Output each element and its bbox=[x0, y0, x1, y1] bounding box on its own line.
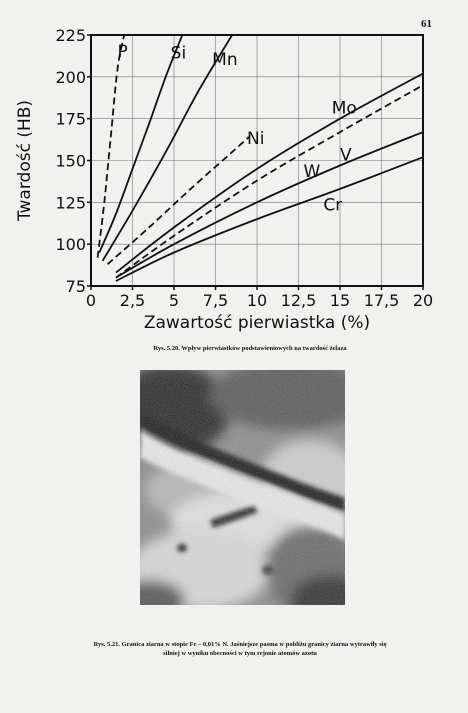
y-tick-label: 225 bbox=[55, 26, 86, 45]
x-axis-label: Zawartość pierwiastka (%) bbox=[143, 313, 371, 333]
series-line-w bbox=[116, 132, 423, 278]
x-tick-label: 5 bbox=[168, 291, 180, 310]
y-tick-label: 75 bbox=[65, 277, 86, 296]
page-number: 61 bbox=[421, 18, 432, 30]
series-label-p: P bbox=[117, 41, 128, 62]
x-tick-label: 17,5 bbox=[363, 291, 400, 310]
y-tick-label: 175 bbox=[55, 109, 86, 129]
figure-5-21-caption bbox=[40, 640, 440, 658]
series-label-v: V bbox=[340, 145, 352, 166]
x-tick-label: 10 bbox=[246, 291, 268, 310]
y-axis-label: Twardość (HB) bbox=[15, 99, 35, 222]
series-label-si: Si bbox=[170, 43, 187, 64]
series-line-mo bbox=[116, 74, 423, 273]
series-label-w: W bbox=[303, 162, 321, 183]
chart-ticks bbox=[55, 26, 433, 310]
y-tick-label: 150 bbox=[55, 151, 86, 171]
series-line-cr bbox=[116, 157, 423, 281]
series-label-ni: Ni bbox=[247, 128, 265, 149]
micrograph-image bbox=[140, 370, 345, 605]
y-tick-label: 200 bbox=[55, 67, 86, 87]
chart-svg bbox=[0, 0, 468, 345]
x-tick-label: 12,5 bbox=[280, 291, 317, 310]
series-line-v bbox=[116, 85, 423, 277]
series-line-ni bbox=[108, 137, 249, 264]
series-label-cr: Cr bbox=[323, 195, 343, 216]
x-tick-label: 7,5 bbox=[202, 291, 229, 310]
figure-5-21-caption-line-2: silniej w wyniku obecności w tym rejonie atomów azotu bbox=[163, 650, 317, 657]
figure-5-21-caption-line-1: Rys. 5.21. Granica ziarna w stopie Fe – 0,01% N. Jaśniejsze pasma w pobliżu granicy ziarna wytrawiły się bbox=[93, 641, 387, 648]
x-tick-label: 2,5 bbox=[119, 291, 146, 310]
series-label-mn: Mn bbox=[212, 50, 238, 71]
micrograph-svg bbox=[140, 370, 345, 605]
x-tick-label: 0 bbox=[85, 291, 97, 310]
chart-grid bbox=[91, 35, 423, 286]
y-tick-label: 100 bbox=[55, 235, 86, 255]
hardness-chart bbox=[0, 0, 468, 345]
series-label-mo: Mo bbox=[331, 98, 357, 119]
x-tick-label: 15 bbox=[329, 291, 351, 310]
x-tick-label: 20 bbox=[412, 291, 434, 310]
figure-5-20-caption: Rys. 5.20. Wpływ pierwiastków podstawieniowych na twardość żelaza bbox=[153, 345, 347, 352]
y-tick-label: 125 bbox=[55, 193, 86, 213]
